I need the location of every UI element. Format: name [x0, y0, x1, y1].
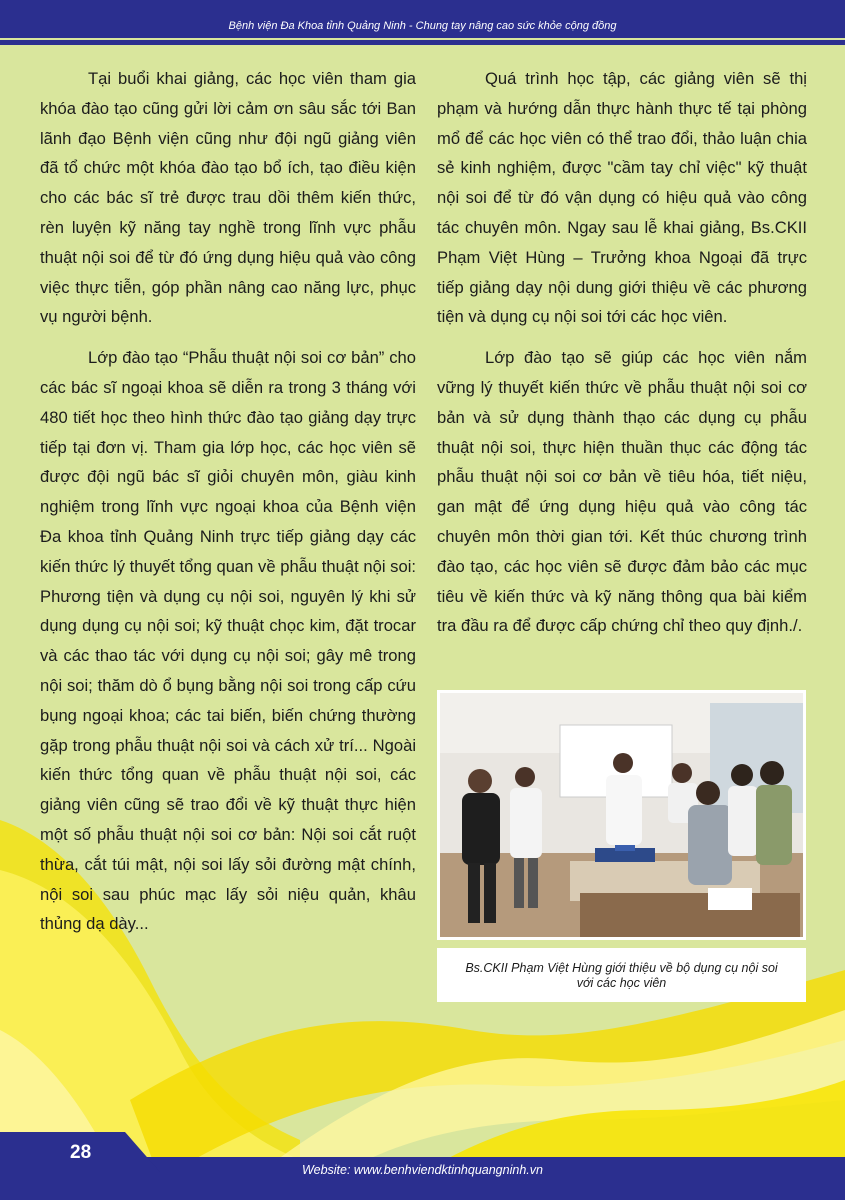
article-photo	[437, 690, 806, 940]
header-bar	[0, 0, 845, 38]
article-right-column	[437, 64, 807, 652]
page-number: 28	[70, 1142, 92, 1163]
header-slogan: Bệnh viện Đa Khoa tỉnh Quảng Ninh - Chung tay nâng cao sức khỏe cộng đồng	[228, 20, 617, 32]
paragraph: Tại buổi khai giảng, các học viên tham gia khóa đào tạo cũng gửi lời cảm ơn sâu sắc tới Ban lãnh đạo Bệnh viện cũng như đội ngũ giảng viên đã tổ chức một khóa đào tạo bổ ích, tạo điều kiện cho các bác sĩ trẻ được trau dồi thêm kiến thức, rèn luyện kỹ năng tay nghề trong lĩnh vực phẫu thuật nội soi để từ đó ứng dụng hiệu quả vào công việc thực tiễn, góp phần nâng cao năng lực, phục vụ người bệnh.	[40, 69, 416, 327]
paragraph: Lớp đào tạo sẽ giúp các học viên nắm vững lý thuyết kiến thức về phẫu thuật nội soi cơ bản và sử dụng thành thạo các dụng cụ phẫu thuật nội soi, thực hiện thuần thục các động tác phẫu thuật nội soi cơ bản về tiêu hóa, tiết niệu, gan mật để ứng dụng hiệu quả vào công tác chuyên môn thời gian tới. Kết thúc chương trình đào tạo, các học viên sẽ được đảm bảo các mục tiêu về kiến thức và kỹ năng thông qua bài kiểm tra đầu ra để được cấp chứng chỉ theo quy định./.	[437, 348, 807, 636]
paragraph: Lớp đào tạo “Phẫu thuật nội soi cơ bản” cho các bác sĩ ngoại khoa sẽ diễn ra trong 3 tháng với 480 tiết học theo hình thức đào tạo giảng dạy trực tiếp tại đơn vị. Tham gia lớp học, các học viên sẽ được đội ngũ bác sĩ giỏi chuyên môn, giàu kinh nghiệm trong lĩnh vực ngoại khoa của Bệnh viện Đa khoa tỉnh Quảng Ninh trực tiếp giảng dạy các kiến thức lý thuyết tổng quan về phẫu thuật nội soi: Phương tiện và dụng cụ nội soi, nguyên lý khi sử dụng dụng cụ nội soi; kỹ thuật chọc kim, đặt trocar và các thao tác với dụng cụ nội soi; gây mê trong nội soi; thăm dò ổ bụng bằng nội soi trong cấp cứu bụng ngoại khoa; các tai biến, biến chứng thường gặp trong phẫu thuật nội soi và cách xử trí... Ngoài kiến thức tổng quan về phẫu thuật nội soi, các giảng viên cũng sẽ trao đổi về kỹ thuật thực hiện một số phẫu thuật nội soi cơ bản: Nội soi cắt ruột thừa, cắt túi mật, nội soi lấy sỏi đường mật chính, nội soi sau phúc mạc lấy sỏi niệu quản, khâu thủng dạ dày...	[40, 348, 416, 934]
photo-caption: Bs.CKII Phạm Việt Hùng giới thiệu về bộ dụng cụ nội soi với các học viên	[437, 948, 806, 1002]
website-link[interactable]: Website: www.benhviendktinhquangninh.vn	[302, 1163, 543, 1177]
paragraph: Quá trình học tập, các giảng viên sẽ thị phạm và hướng dẫn thực hành thực tế tại phòng mổ để các học viên có thể trao đổi, thảo luận chia sẻ kinh nghiệm, được "cầm tay chỉ việc" kỹ thuật nội soi để từ đó vận dụng có hiệu quả vào công tác chuyên môn. Ngay sau lễ khai giảng, Bs.CKII Phạm Việt Hùng – Trưởng khoa Ngoại đã trực tiếp giảng dạy nội dung giới thiệu về các phương tiện và dụng cụ nội soi tới các học viên.	[437, 69, 807, 327]
training-session-photo	[440, 693, 803, 937]
article-left-column	[40, 64, 416, 950]
header-rule	[0, 40, 845, 45]
page-header	[0, 0, 845, 47]
